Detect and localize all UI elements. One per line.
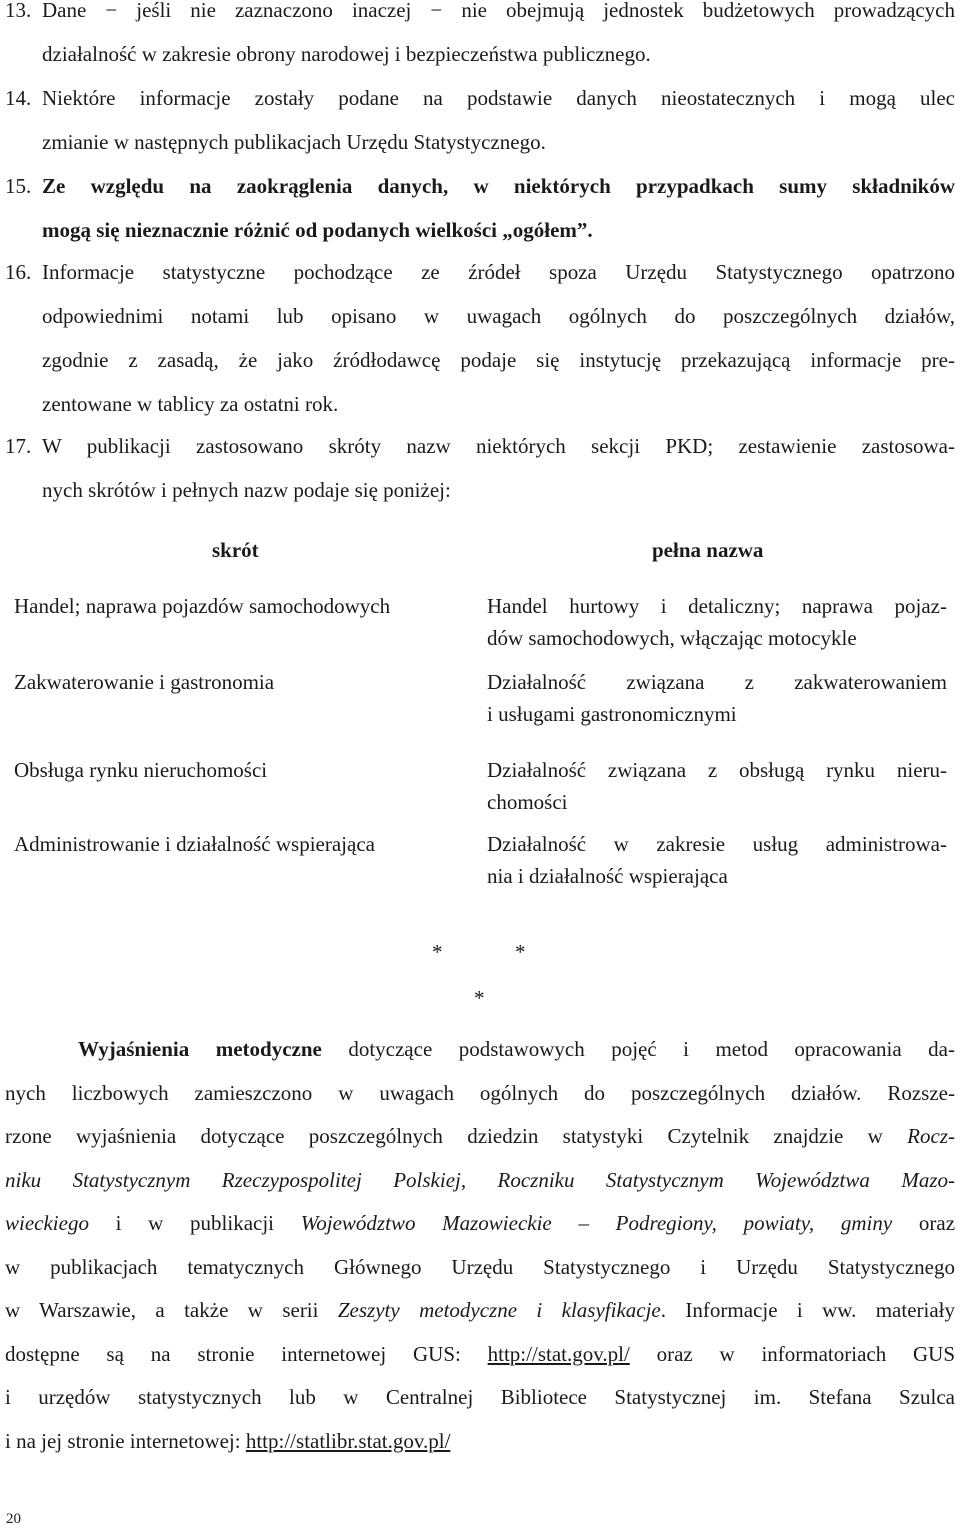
asterisk: * [432, 940, 443, 964]
abbrev-full: Działalność związana z obsługą rynku nieru- chomości [487, 758, 947, 814]
note-text: odpowiednimi notami lub opisano w uwagach ogólnych do poszczególnych działów, [42, 304, 955, 328]
note-number: 13. [5, 0, 32, 22]
note-text: mogą się nieznacznie różnić od podanych wielkości „ogółem”. [42, 218, 593, 242]
note-text: Informacje statystyczne pochodzące ze źródeł spoza Urzędu Statystycznego opatrzono [42, 260, 955, 284]
methodology-paragraph: Wyjaśnienia metodyczne dotyczące podstawowych pojęć i metod opracowania da- nych liczbowych zamieszczono w uwagach ogólnych do poszczególnych działów. Rozsze- rzone wyjaśnienia dotyczące poszczególnych dziedzin statystyki Czytelnik znajdzie w Rocz- niku Statystycznym Rzeczypospolitej Polskiej, Roczniku Statystycznym Województwa Mazo- wieckiego i w publikacji Województwo Mazowieckie – Podregiony, powiaty, gminy oraz w publikacjach tematycznych Głównego Urzędu Statystycznego i Urzędu Statystycznego w Warszawie, a także w serii Zeszyty metodyczne i klasyfikacje. Informacje i ww. materiały dostępne są na stronie internetowej GUS: http://stat.gov.pl/ oraz w informatoriach GUS i urzędów statystycznych lub w Centralnej Bibliotece Statystycznej im. Stefana Szulca i na jej stronie internetowej: http://statlibr.stat.gov.pl/ [5, 1037, 955, 1453]
note-15 [5, 164, 955, 252]
column-header-short: skrót [212, 538, 259, 562]
abbrev-short: Administrowanie i działalność wspierająca [14, 832, 375, 856]
note-text: zentowane w tablicy za ostatni rok. [42, 392, 339, 416]
note-number: 14. [5, 86, 32, 110]
note-text: zgodnie z zasadą, że jako źródłodawcę podaje się instytucję przekazującą informacje pre- [42, 348, 955, 372]
gus-website-link[interactable]: http://stat.gov.pl/ [487, 1341, 630, 1366]
note-text: W publikacji zastosowano skróty nazw niektórych sekcji PKD; zestawienie zastosowa- [42, 434, 955, 458]
note-13 [5, 0, 955, 76]
note-text: nych skrótów i pełnych nazw podaje się poniżej: [42, 478, 451, 502]
note-17 [5, 424, 955, 512]
note-text: działalność w zakresie obrony narodowej i bezpieczeństwa publicznego. [42, 42, 651, 66]
note-text: Ze względu na zaokrąglenia danych, w niektórych przypadkach sumy składników [42, 174, 955, 198]
note-text: Dane − jeśli nie zaznaczono inaczej − nie obejmują jednostek budżetowych prowadzących [42, 0, 955, 22]
abbrev-full: Działalność w zakresie usług administrowa- nia i działalność wspierająca [487, 832, 947, 888]
methodology-heading: Wyjaśnienia metodyczne [78, 1037, 322, 1061]
note-text: zmianie w następnych publikacjach Urzędu Statystycznego. [42, 130, 546, 154]
library-website-link[interactable]: http://statlibr.stat.gov.pl/ [245, 1428, 451, 1453]
asterisk: * [474, 986, 485, 1010]
abbrev-short: Handel; naprawa pojazdów samochodowych [14, 594, 391, 618]
note-text: Niektóre informacje zostały podane na podstawie danych nieostatecznych i mogą ulec [42, 86, 955, 110]
asterisk: * [515, 940, 526, 964]
note-number: 15. [5, 174, 32, 198]
note-16 [5, 250, 955, 426]
abbrev-full: Działalność związana z zakwaterowaniem i usługami gastronomicznymi [487, 670, 947, 726]
note-14 [5, 76, 955, 164]
abbrev-short: Obsługa rynku nieruchomości [14, 758, 268, 782]
abbrev-full: Handel hurtowy i detaliczny; naprawa pojaz- dów samochodowych, włączając motocykle [487, 594, 947, 650]
abbrev-short: Zakwaterowanie i gastronomia [14, 670, 275, 694]
note-number: 16. [5, 260, 32, 284]
column-header-full: pełna nazwa [652, 538, 764, 562]
note-number: 17. [5, 434, 32, 458]
page-number: 20 [6, 1511, 21, 1527]
